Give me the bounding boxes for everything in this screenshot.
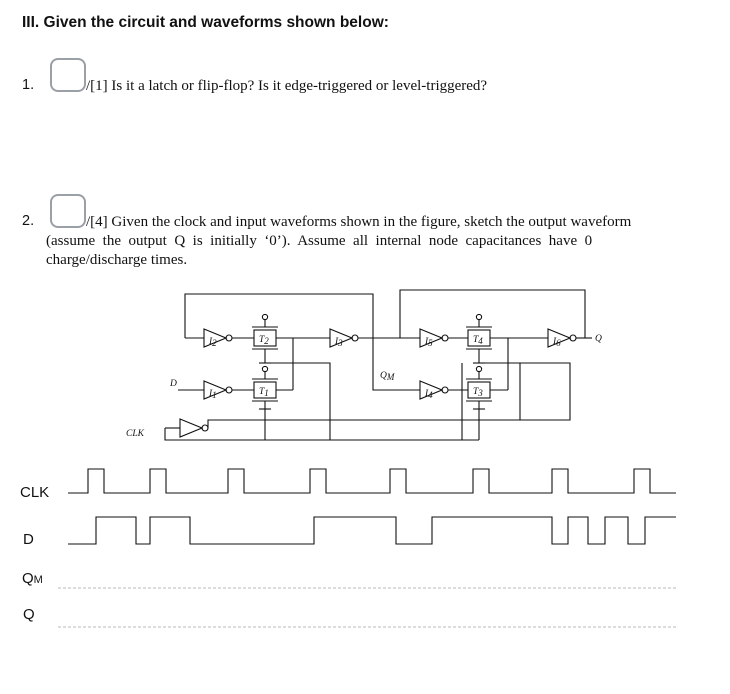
- label-i1: I1: [209, 389, 217, 400]
- waveform-label-d: D: [23, 531, 34, 548]
- clock-inverter: [180, 419, 202, 437]
- label-t1: T1: [259, 387, 269, 398]
- label-d: D: [170, 379, 177, 389]
- label-qm: QM: [380, 371, 395, 382]
- master-feedback-wire: [185, 294, 373, 338]
- label-t2: T2: [259, 335, 269, 346]
- waveform-label-qm-main: Q: [22, 570, 34, 587]
- label-q-out: Q: [595, 334, 602, 344]
- label-clk: CLK: [126, 429, 144, 439]
- slave-feedback-wire: [400, 290, 585, 338]
- waveform-label-q: Q: [23, 606, 35, 623]
- label-t4: T4: [473, 335, 483, 346]
- label-i3: I3: [335, 337, 343, 348]
- question-2-text-line1: /[4] Given the clock and input waveforms shown in the figure, sketch the output waveform: [86, 214, 632, 230]
- label-i2: I2: [209, 337, 217, 348]
- question-2-text-line2: (assume the output Q is initially ‘0’). Assume all internal node capacitances have 0: [46, 233, 593, 249]
- problem-title: III. Given the circuit and waveforms shown below:: [22, 14, 389, 31]
- d-waveform: [68, 517, 676, 544]
- waveform-label-clk: CLK: [20, 484, 50, 501]
- question-2-text-line3: charge/discharge times.: [46, 252, 188, 268]
- question-1-text: /[1] Is it a latch or flip-flop? Is it edge-triggered or level-triggered?: [86, 78, 488, 94]
- label-i4: I4: [425, 389, 433, 400]
- label-i6: I6: [553, 337, 561, 348]
- question-1-number: 1.: [22, 77, 35, 93]
- clk-waveform: [68, 469, 676, 493]
- waveform-label-qm-sub: M: [33, 574, 43, 586]
- label-t3: T3: [473, 387, 483, 398]
- waveform-label-qm: [22, 570, 43, 587]
- label-i5: I5: [425, 337, 433, 348]
- question-2-number: 2.: [22, 213, 35, 229]
